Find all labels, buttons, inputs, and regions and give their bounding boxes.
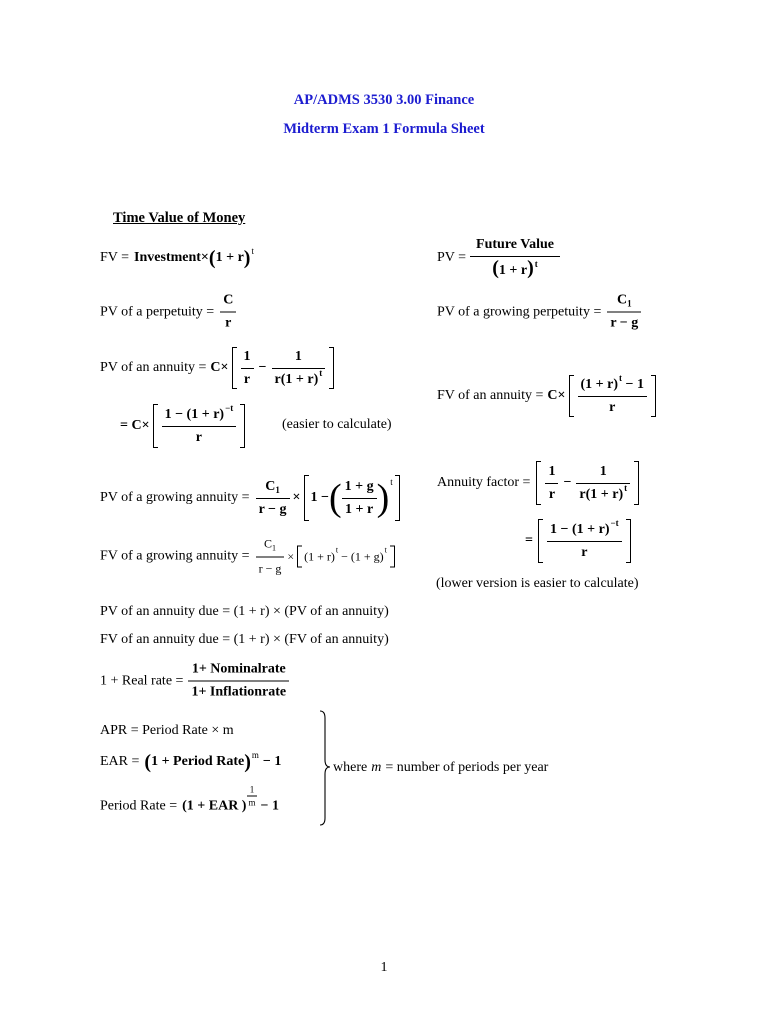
denominator: [576, 484, 630, 503]
formula-pv-growing-perpetuity: [437, 293, 643, 332]
period-rate-exponent-fraction: [247, 785, 256, 808]
equals-coefficient: = C×: [120, 418, 150, 433]
fv-inner: 1 + r: [215, 250, 244, 265]
right-bracket: [651, 375, 656, 417]
formula-annuity-factor-alt: [525, 519, 631, 563]
formula-fv-growing-annuity: [100, 536, 395, 577]
note-prefix: where: [333, 760, 368, 775]
cash-flow-symbol: C: [265, 478, 276, 494]
numerator-rest: − 1: [625, 376, 645, 392]
denominator-base: r(1 + r): [274, 371, 319, 387]
pv-den-exponent: t: [534, 259, 538, 269]
note-suffix: = number of periods per year: [385, 760, 549, 775]
term-2: (1 + g): [350, 549, 384, 563]
one-minus: 1 −: [310, 490, 329, 505]
pv-growing-perpetuity-fraction: [607, 293, 641, 332]
pv-growing-perpetuity-label: PV of a growing perpetuity =: [437, 304, 602, 319]
fv-term: Investment×: [134, 250, 209, 265]
numerator: 1: [272, 349, 326, 369]
easier-note: (easier to calculate): [282, 417, 392, 432]
cash-flow-symbol: C: [263, 536, 272, 551]
formula-real-rate: [100, 662, 291, 701]
pv-numerator: Future Value: [470, 237, 560, 257]
numerator: [162, 402, 237, 427]
numerator-base: 1 − (1 + r): [549, 521, 610, 537]
pv-growing-annuity-label: PV of a growing annuity =: [100, 490, 250, 505]
numerator: 1: [247, 785, 256, 797]
denominator: r − g: [258, 561, 282, 576]
pv-annuity-label: PV of an annuity =: [100, 360, 207, 375]
numerator: [607, 293, 641, 313]
formula-pv-perpetuity: [100, 293, 238, 332]
right-bracket: [390, 545, 395, 567]
right-paren: ): [243, 247, 251, 269]
numerator-base: 1 − (1 + r): [164, 406, 225, 422]
denominator: r − g: [610, 315, 639, 331]
denominator: r: [581, 544, 588, 560]
minus-sign: −: [341, 549, 348, 563]
numerator: [578, 372, 648, 397]
right-bracket: [329, 347, 334, 389]
pv-annuity-alt-fraction: [162, 402, 237, 446]
numerator: [256, 536, 285, 558]
period-rate-label: Period Rate =: [100, 798, 178, 813]
subscript: 1: [271, 543, 276, 553]
fv-annuity-fraction: [578, 372, 648, 416]
fv-annuity-label: FV of an annuity =: [437, 388, 544, 403]
annuity-factor-fraction-2: [576, 464, 630, 503]
sheet-title: Midterm Exam 1 Formula Sheet: [283, 121, 485, 137]
subscript: 1: [627, 298, 632, 309]
note-variable: m: [371, 760, 382, 775]
denominator: [272, 369, 326, 388]
right-bracket: [240, 404, 245, 448]
pv-growing-annuity-fraction: [256, 479, 290, 518]
left-bracket: [232, 347, 237, 389]
numerator-exponent: t: [619, 372, 623, 383]
fv-exponent: t: [251, 246, 254, 256]
real-rate-fraction: [188, 662, 289, 701]
numerator: C: [220, 293, 236, 313]
pv-annuity-coefficient: C×: [210, 360, 229, 375]
pv-perpetuity-label: PV of a perpetuity =: [100, 304, 215, 319]
pv-perpetuity-fraction: [220, 293, 236, 332]
fv-annuity-coefficient: C×: [547, 388, 566, 403]
formula-apr: APR = Period Rate × m: [100, 723, 234, 738]
exponent: t: [390, 477, 393, 487]
section-heading: Time Value of Money: [113, 210, 246, 226]
denominator: r − g: [258, 501, 287, 517]
right-bracket: [634, 461, 639, 505]
numerator-exponent: −t: [610, 517, 619, 528]
left-paren: (: [144, 751, 152, 773]
page-number: 1: [380, 960, 388, 975]
left-bracket: [304, 475, 309, 521]
numerator: 1: [576, 464, 630, 484]
pv-den-inner: 1 + r: [498, 263, 528, 278]
formula-fv: [100, 246, 254, 269]
formula-pv-annuity-alt: [120, 404, 245, 448]
right-paren: ): [527, 257, 534, 279]
pv-fraction: [470, 237, 560, 279]
lower-version-note: (lower version is easier to calculate): [436, 576, 639, 591]
exponent-1: t: [335, 545, 339, 554]
denominator-base: r(1 + r): [579, 486, 624, 502]
numerator-base: (1 + r): [580, 376, 619, 392]
left-paren: (: [329, 477, 342, 519]
ear-label: EAR =: [100, 754, 140, 769]
numerator: 1+ Nominalrate: [188, 662, 289, 682]
fv-label: FV =: [100, 250, 130, 265]
pv-annuity-fraction-1: [241, 349, 254, 388]
right-paren: ): [244, 751, 251, 773]
fv-growing-annuity-label: FV of a growing annuity =: [100, 548, 250, 563]
numerator: 1: [545, 464, 558, 484]
brace: [318, 709, 334, 829]
periods-note: [333, 760, 548, 776]
exponent-2: t: [384, 545, 387, 554]
times-sign: ×: [287, 549, 295, 563]
annuity-factor-alt-fraction: [547, 517, 622, 561]
ear-exponent: m: [251, 750, 259, 760]
numerator: 1 + g: [342, 479, 377, 499]
denominator: m: [248, 797, 256, 808]
numerator-exponent: −t: [225, 402, 234, 413]
ear-rest: − 1: [262, 754, 282, 769]
denominator: 1 + r: [345, 501, 374, 517]
formula-pv: [437, 237, 562, 279]
real-rate-label: 1 + Real rate =: [100, 673, 184, 688]
cash-flow-symbol: C: [617, 292, 628, 308]
left-paren: (: [492, 257, 499, 279]
formula-period-rate: [100, 784, 279, 818]
course-title: AP/ADMS 3530 3.00 Finance: [293, 92, 475, 108]
ear-inner: 1 + Period Rate: [151, 754, 245, 769]
left-bracket: [569, 375, 574, 417]
right-bracket: [626, 519, 631, 563]
formula-pv-annuity-due: PV of an annuity due = (1 + r) × (PV of an annuity): [100, 604, 389, 619]
equals-sign: =: [525, 533, 533, 548]
denominator: 1+ Inflationrate: [191, 684, 287, 700]
right-paren: ): [376, 477, 390, 519]
annuity-factor-label: Annuity factor =: [437, 475, 531, 490]
denominator: r: [548, 486, 556, 502]
numerator: [547, 517, 622, 542]
minus-sign: −: [258, 360, 267, 375]
denominator: r: [195, 429, 202, 445]
period-rate-base: (1 + EAR ): [182, 798, 247, 813]
pv-denominator: [470, 257, 560, 279]
denominator: r: [609, 399, 616, 415]
annuity-factor-fraction-1: [545, 464, 558, 503]
pv-annuity-fraction-2: [272, 349, 326, 388]
formula-fv-annuity-due: FV of an annuity due = (1 + r) × (FV of an annuity): [100, 632, 389, 647]
left-bracket: [538, 519, 543, 563]
period-rate-rest: − 1: [260, 798, 279, 813]
numerator: [256, 479, 290, 499]
denominator: r: [225, 315, 232, 331]
formula-annuity-factor: [437, 461, 639, 505]
pv-label: PV =: [437, 250, 467, 265]
denominator-exponent: t: [624, 482, 628, 493]
subscript: 1: [275, 484, 280, 495]
formula-pv-annuity: [100, 347, 334, 389]
growth-ratio-fraction: [342, 479, 377, 518]
term-1: (1 + r): [304, 549, 335, 563]
denominator: r: [243, 371, 251, 387]
left-paren: (: [208, 247, 216, 269]
formula-fv-annuity: [437, 372, 656, 417]
formula-pv-growing-annuity: [100, 475, 400, 521]
denominator-exponent: t: [319, 367, 323, 378]
left-bracket: [297, 545, 302, 567]
formula-ear: [100, 750, 282, 773]
fv-growing-annuity-fraction: [256, 536, 285, 577]
times-sign: ×: [292, 490, 301, 505]
right-bracket: [395, 475, 400, 521]
minus-sign: −: [563, 475, 572, 490]
left-bracket: [536, 461, 541, 505]
numerator: 1: [241, 349, 254, 369]
left-bracket: [153, 404, 158, 448]
